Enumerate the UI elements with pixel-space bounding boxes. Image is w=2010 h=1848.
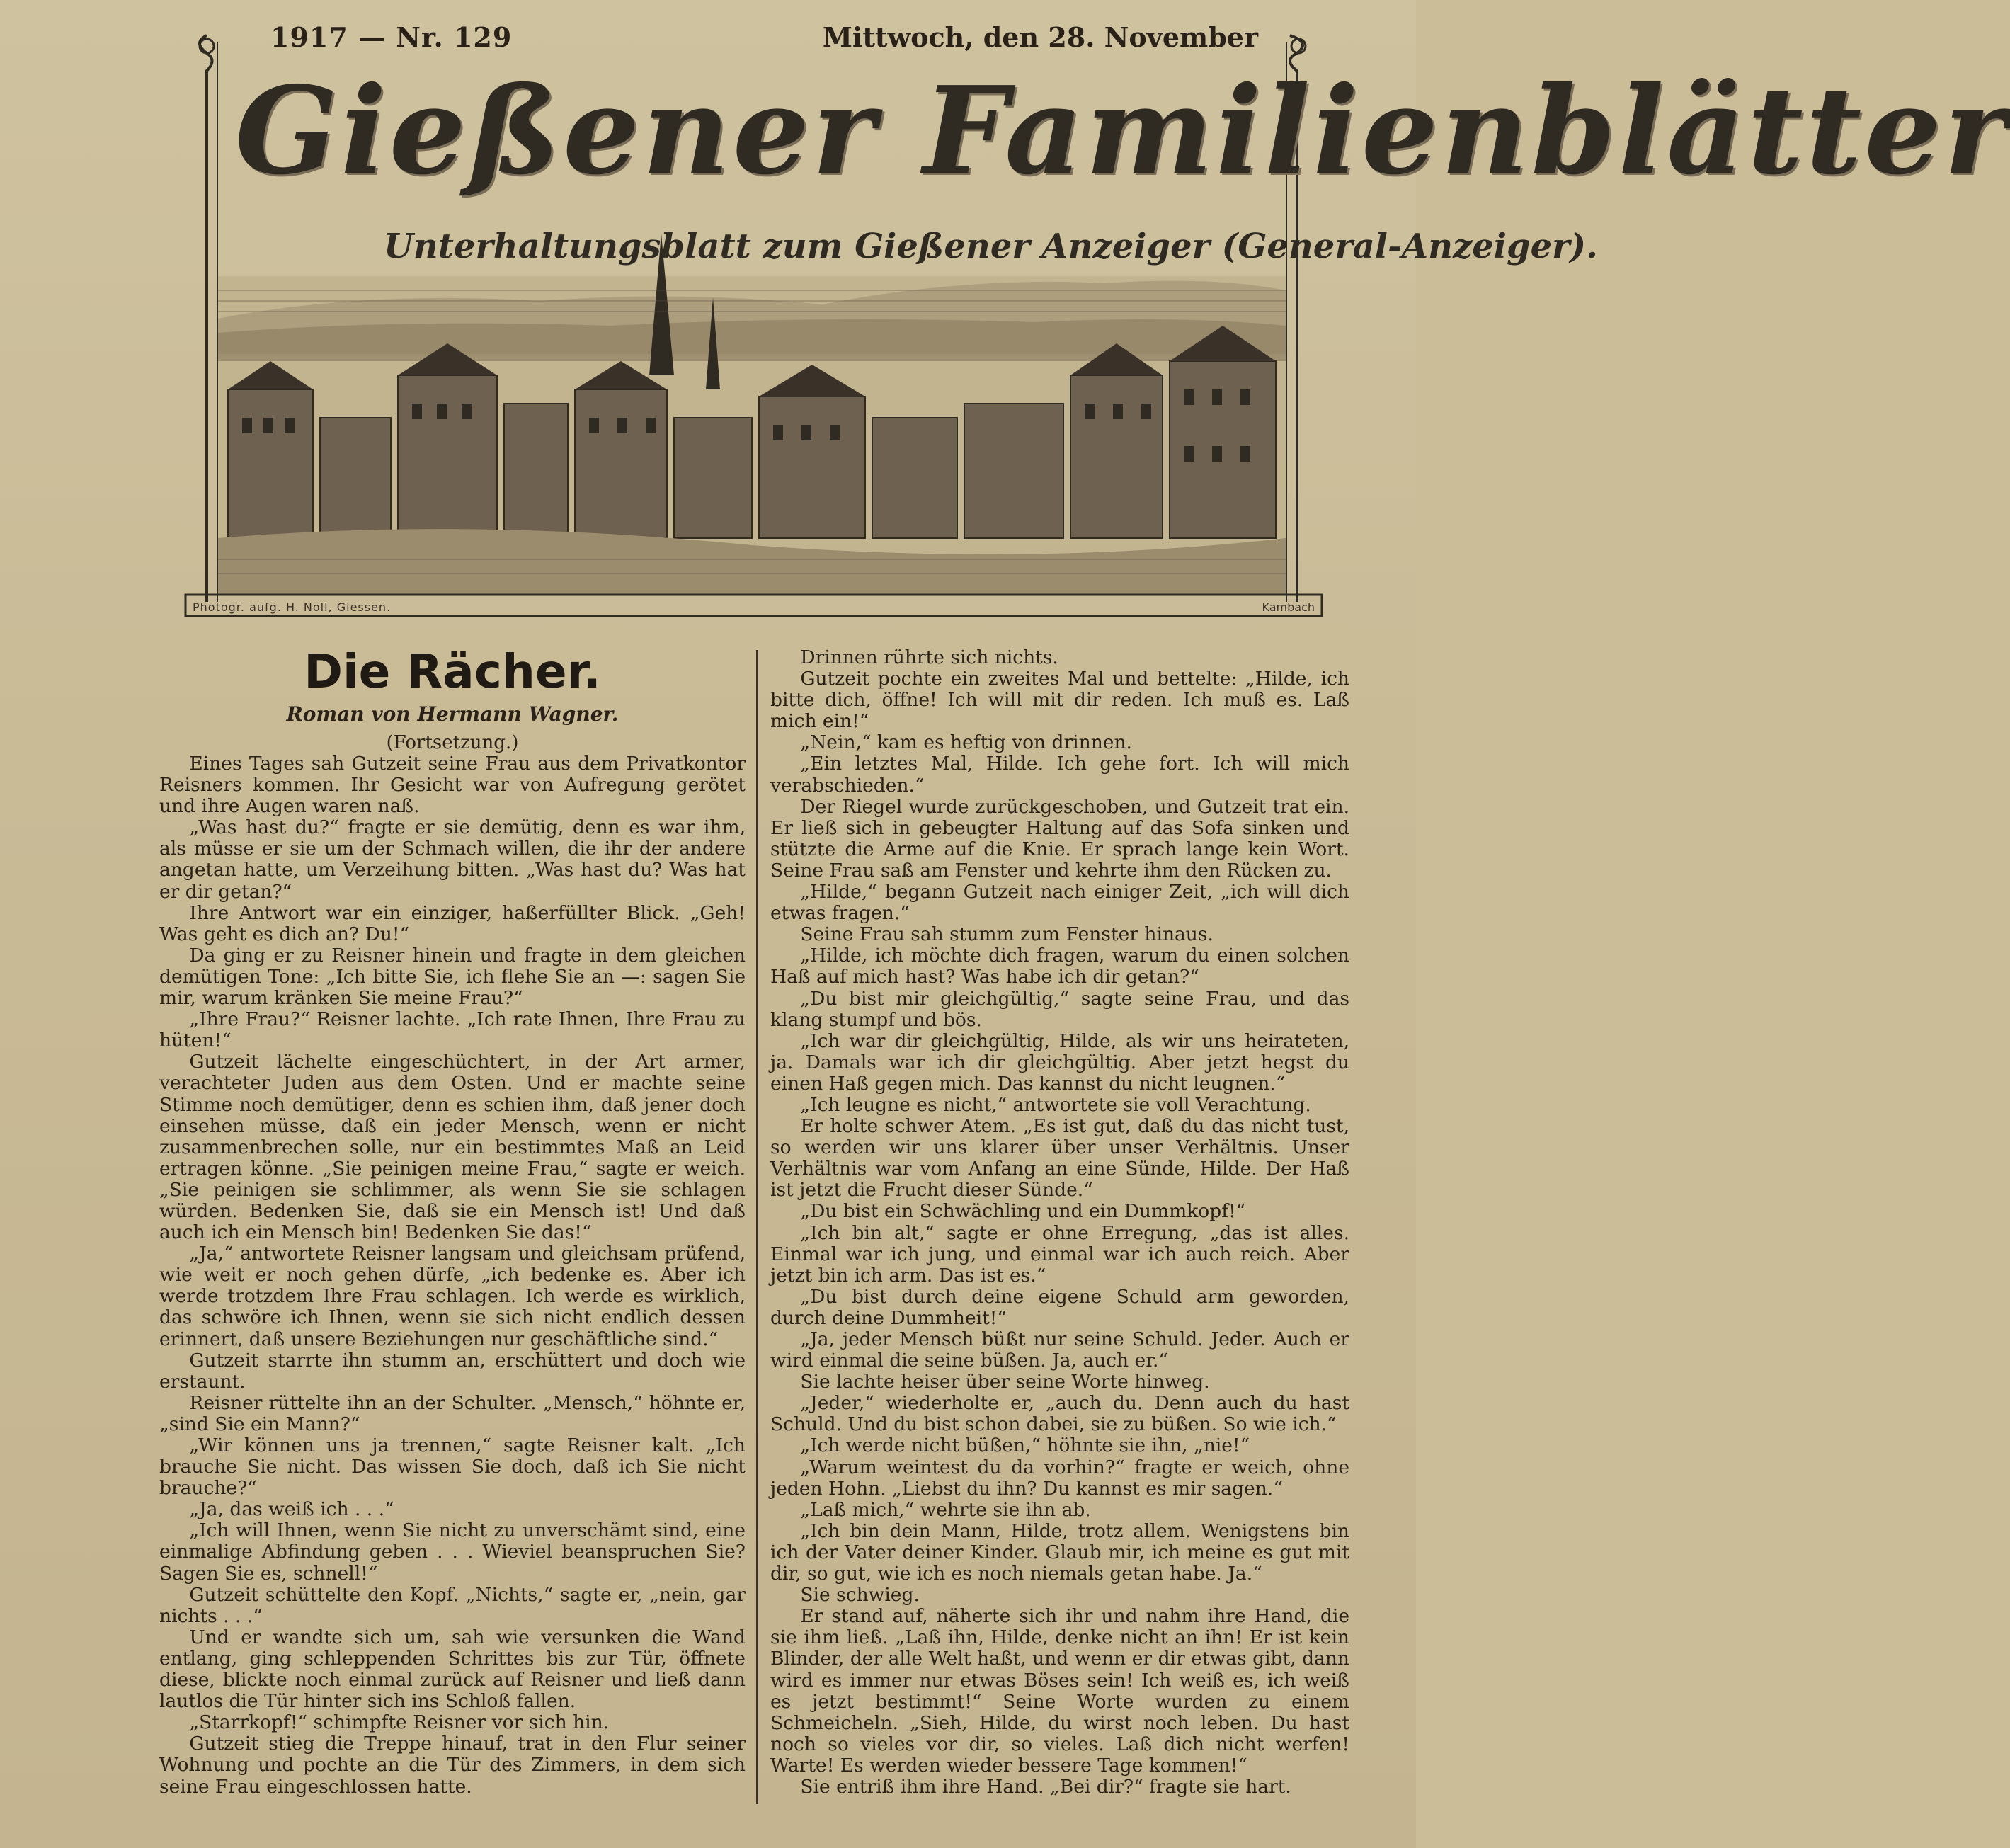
column-divider xyxy=(756,650,758,1804)
paragraph: Sie schwieg. xyxy=(800,1584,920,1607)
paragraph: Gutzeit stieg die Treppe hinauf, trat in den Flur seiner Wohnung und pochte an die Tür des Zimmers, in dem sich seine Frau eingeschlossen hatte. xyxy=(159,1733,746,1798)
paragraph: „Jeder,“ wiederholte er, „auch du. Denn auch du hast Schuld. Und du bist schon dabei, sie zu büßen. So wie ich.“ xyxy=(770,1392,1349,1436)
paragraph: „Du bist durch deine eigene Schuld arm geworden, durch deine Dummheit!“ xyxy=(770,1285,1349,1329)
paragraph: „Ihre Frau?“ Reisner lachte. „Ich rate Ihnen, Ihre Frau zu hüten!“ xyxy=(159,1008,746,1052)
paragraph: „Ich war dir gleichgültig, Hilde, als wir uns heirateten, ja. Damals war ich dir gleichgültig. Aber jetzt hegst du einen Haß gegen mich. Das kannst du nicht leugnen.“ xyxy=(770,1029,1349,1095)
paragraph: Gutzeit schüttelte den Kopf. „Nichts,“ sagte er, „nein, gar nichts . . .“ xyxy=(159,1583,746,1627)
paragraph: Sie lachte heiser über seine Worte hinweg. xyxy=(800,1371,1210,1393)
issue-date: Mittwoch, den 28. November xyxy=(822,21,1258,53)
paragraph: „Ja, das weiß ich . . .“ xyxy=(189,1498,394,1521)
paragraph: Der Riegel wurde zurückgeschoben, und Gutzeit trat ein. Er ließ sich in gebeugter Haltung auf das Sofa sinken und stützte die Arme auf die Knie. Er sprach lange kein Wort. Seine Frau saß am Fenster und kehrte ihm den Rücken zu. xyxy=(770,795,1349,882)
paragraph: Da ging er zu Reisner hinein und fragte in dem gleichen demütigen Tone: „Ich bitte Sie, ich flehe Sie an —: sagen Sie mir, warum kränken Sie meine Frau?“ xyxy=(159,944,746,1010)
engraver-credit: Kambach xyxy=(1262,600,1315,614)
paragraph: „Was hast du?“ fragte er sie demütig, denn es war ihm, als müsse er sie um der Schmach willen, die ihr der andere angetan hatte, um Verzeihung bitten. „Was hast du? Was hat er dir getan?“ xyxy=(159,816,746,903)
article-column-left xyxy=(159,753,746,1798)
article-column-right xyxy=(770,647,1349,1798)
paragraph: „Hilde,“ begann Gutzeit nach einiger Zeit, „ich will dich etwas fragen.“ xyxy=(770,881,1349,925)
paragraph: „Ich leugne es nicht,“ antwortete sie voll Verachtung. xyxy=(800,1093,1311,1116)
paragraph: Gutzeit lächelte eingeschüchtert, in der Art armer, verachteter Juden aus dem Osten. Und er machte seine Stimme noch demütiger, denn es schien ihm, daß jener doch einsehen müsse, daß ein jeder Mensch, wenn er nicht zusammenbrechen solle, nur ein bestimmtes Maß an Leid ertragen könne. „Sie peinigen meine Frau,“ sagte er weich. „Sie peinigen sie schlimmer, als wenn Sie sie schlagen würden. Bedenken Sie, daß sie ein Mensch ist! Und daß auch ich ein Mensch bin! Bedenken Sie das!“ xyxy=(159,1051,746,1244)
paragraph: „Ich bin alt,“ sagte er ohne Erregung, „das ist alles. Einmal war ich jung, und einmal war ich auch reich. Aber jetzt bin ich arm. Das ist es.“ xyxy=(770,1221,1349,1287)
paragraph: Er stand auf, näherte sich ihr und nahm ihre Hand, die sie ihm ließ. „Laß ihn, Hilde, denke nicht an ihn! Er ist kein Blinder, der alle Welt haßt, und wenn er dir etwas gibt, dann wird es immer nur etwas Böses sein! Ich weiß es, ich weiß es jetzt bestimmt!“ Seine Worte wurden zu einem Schmeicheln. „Sieh, Hilde, du wirst noch leben. Du hast noch so vieles vor dir, so vieles. Laß dich nicht werfen! Warte! Es werden wieder bessere Tage kommen!“ xyxy=(770,1605,1349,1776)
paragraph: Sie entriß ihm ihre Hand. „Bei dir?“ fragte sie hart. xyxy=(800,1775,1291,1798)
masthead xyxy=(185,21,2010,616)
paragraph: „Starrkopf!“ schimpfte Reisner vor sich hin. xyxy=(189,1711,610,1734)
article-byline: Roman von Hermann Wagner. xyxy=(286,702,619,726)
paragraph: Eines Tages sah Gutzeit seine Frau aus dem Privatkontor Reisners kommen. Ihr Gesicht war von Aufregung gerötet und ihre Augen waren naß. xyxy=(159,753,746,818)
article-title: Die Rächer. xyxy=(304,644,601,699)
paragraph: „Nein,“ kam es heftig von drinnen. xyxy=(800,731,1132,754)
paragraph: Ihre Antwort war ein einziger, haßerfüllter Blick. „Geh! Was geht es dich an? Du!“ xyxy=(159,901,746,945)
issue-number: 1917 — Nr. 129 xyxy=(270,21,513,53)
paragraph: „Du bist ein Schwächling und ein Dummkopf!“ xyxy=(800,1200,1246,1223)
paragraph: „Warum weintest du da vorhin?“ fragte er weich, ohne jeden Hohn. „Liebst du ihn? Du kannst es mir sagen.“ xyxy=(770,1456,1349,1500)
paragraph: Gutzeit starrte ihn stumm an, erschüttert und doch wie erstaunt. xyxy=(159,1349,746,1393)
paragraph: „Hilde, ich möchte dich fragen, warum du einen solchen Haß auf mich hast? Was habe ich dir getan?“ xyxy=(770,945,1349,988)
paragraph: Gutzeit pochte ein zweites Mal und bettelte: „Hilde, ich bitte dich, öffne! Ich will mit dir reden. Ich muß es. Laß mich ein!“ xyxy=(770,668,1349,733)
paragraph: Seine Frau sah stumm zum Fenster hinaus. xyxy=(800,923,1214,946)
paragraph: „Ich bin dein Mann, Hilde, trotz allem. Wenigstens bin ich der Vater deiner Kinder. Glaub mir, ich meine es gut mit dir, so gut, wie ich es noch niemals getan habe. Ja.“ xyxy=(770,1519,1349,1585)
paragraph: Reisner rüttelte ihn an der Schulter. „Mensch,“ höhnte er, „sind Sie ein Mann?“ xyxy=(159,1391,746,1435)
paragraph: „Ja,“ antwortete Reisner langsam und gleichsam prüfend, wie weit er noch gehen dürfe, „ich bedenke es. Aber ich werde trotzdem Ihre Frau schlagen. Ich werde es wirklich, das schwöre ich Ihnen, wenn sie sich nicht endlich dessen erinnert, daß unsere Beziehungen nur geschäftliche sind.“ xyxy=(159,1243,746,1350)
paragraph: Drinnen rührte sich nichts. xyxy=(800,646,1058,668)
paragraph: Und er wandte sich um, sah wie versunken die Wand entlang, ging schleppenden Schrittes bis zur Tür, öffnete diese, blickte noch einmal zurück auf Reisner und ließ dann lautlos die Tür hinter sich ins Schloß fallen. xyxy=(159,1626,746,1713)
photo-credit: Photogr. aufg. H. Noll, Giessen. xyxy=(193,600,392,614)
paragraph: „Wir können uns ja trennen,“ sagte Reisner kalt. „Ich brauche Sie nicht. Das wissen Sie doch, daß ich Sie nicht brauche?“ xyxy=(159,1435,746,1500)
newspaper-subtitle: Unterhaltungsblatt zum Gießener Anzeiger (General-Anzeiger). xyxy=(384,227,1598,266)
paragraph: „Du bist mir gleichgültig,“ sagte seine Frau, und das klang stumpf und bös. xyxy=(770,987,1349,1031)
paragraph: „Ich will Ihnen, wenn Sie nicht zu unverschämt sind, eine einmalige Abfindung geben . . . Wieviel beanspruchen Sie? Sagen Sie es, schnell!“ xyxy=(159,1519,746,1585)
article-continued-note: (Fortsetzung.) xyxy=(386,732,519,753)
paragraph: „Ja, jeder Mensch büßt nur seine Schuld. Jeder. Auch er wird einmal die seine büßen. Ja, auch er.“ xyxy=(770,1328,1349,1372)
paragraph: Er holte schwer Atem. „Es ist gut, daß du das nicht tust, so werden wir uns klarer über unser Verhältnis. Unser Verhältnis war vom Anfang an eine Sünde, Hilde. Der Haß ist jetzt die Frucht dieser Sünde.“ xyxy=(770,1115,1349,1202)
paragraph: „Ein letztes Mal, Hilde. Ich gehe fort. Ich will mich verabschieden.“ xyxy=(770,753,1349,797)
newspaper-title: Gießener Familienblätter xyxy=(235,60,2010,202)
paragraph: „Laß mich,“ wehrte sie ihn ab. xyxy=(800,1498,1091,1521)
paragraph: „Ich werde nicht büßen,“ höhnte sie ihn, „nie!“ xyxy=(800,1435,1250,1457)
